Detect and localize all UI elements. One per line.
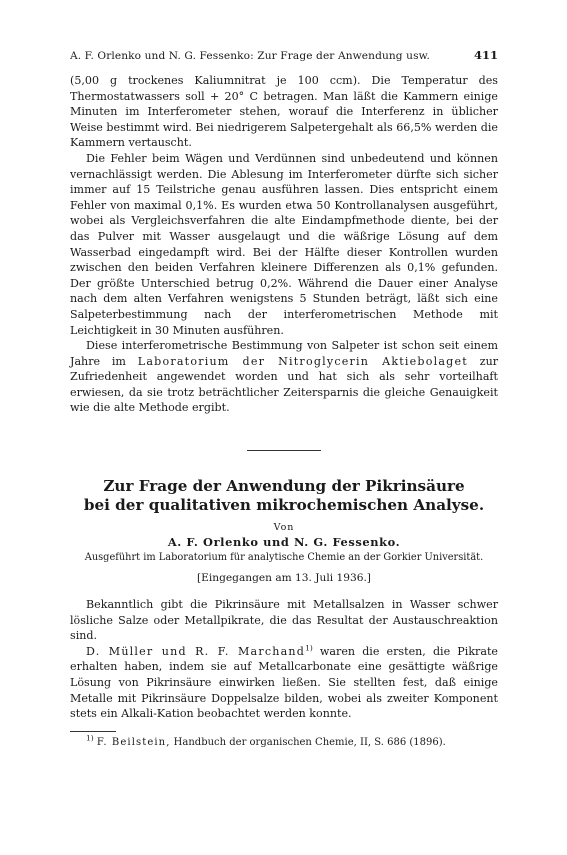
cited-authors: D. Müller und R. F. Marchand — [86, 644, 306, 658]
institute: Ausgeführt im Laboratorium für analytische Chemie an der Gorkier Universität. — [84, 552, 484, 564]
footnote-text: Handbuch der organischen Chemie, II, S. 686 (1896). — [170, 736, 446, 748]
company-name: Laboratorium der Nitroglycerin Aktiebolaget — [137, 354, 468, 368]
article-paragraph-2 — [70, 644, 498, 722]
running-title: A. F. Orlenko und N. G. Fessenko: Zur Frage der Anwendung usw. — [70, 50, 430, 62]
authors: A. F. Orlenko und N. G. Fessenko. — [167, 535, 401, 550]
paragraph-1: (5,00 g trockenes Kaliumnitrat je 100 ccm). Die Temperatur des Thermostatwassers soll + 20° C betragen. Man läßt die Kammern einige Minuten im Interferometer stehen, worauf die Interferenz in üblicher Weise bestimmt wird. Bei niedrigerem Salpetergehalt als 66,5% werden die Kammern vertauscht. — [70, 74, 498, 150]
page — [70, 48, 498, 750]
received-date: [Eingegangen am 13. Juli 1936.] — [197, 572, 371, 585]
footnote-ref: 1) — [305, 643, 313, 653]
title-line-1: Zur Frage der Anwendung der Pikrinsäure — [103, 477, 465, 496]
page-number: 411 — [473, 48, 498, 62]
article-paragraph-2-text: waren die ersten, die Pikrate erhalten haben, indem sie auf Metallcarbonate eine gesättigte wäßrige Lösung von Pikrinsäure einwirken ließen. Sie stellten fest, daß einige Metalle mit Pikrinsäure Doppelsalze bilden, wobei als zweiter Komponent stets ein Alkali-Kation beobachtet werden konnte. — [70, 644, 498, 721]
running-head — [70, 48, 498, 63]
previous-article-end — [70, 73, 498, 416]
section-divider — [247, 450, 321, 451]
by-line: Von — [273, 522, 295, 534]
footnote-author: F. Beilstein, — [96, 736, 171, 748]
title-line-2: bei der qualitativen mikrochemischen Analyse. — [83, 496, 485, 515]
new-article — [70, 477, 498, 722]
paragraph-3-end: zur Zufriedenheit angewendet worden und hat sich als sehr vorteilhaft erwiesen, da sie trotz beträchtlicher Zeitersparnis die gleiche Genauigkeit wie die alte Methode ergibt. — [70, 354, 499, 415]
footnote-rule — [70, 731, 116, 732]
paragraph-3-start: Diese interferometrische Bestimmung von Salpeter ist schon seit einem Jahre im — [70, 339, 498, 368]
paragraph-3 — [70, 338, 498, 416]
paragraph-2: Die Fehler beim Wägen und Verdünnen sind unbedeutend und können vernachlässigt werden. Die Ablesung im Interferometer dürfte sich sicher immer auf 15 Teilstriche genau ausführen lassen. Dies entspricht einem Fehler von maximal 0,1%. Es wurden etwa 50 Kontrollanalysen ausgeführt, wobei als Vergleichsverfahren die alte Eindampfmethode diente, bei der das Pulver mit Wasser ausgelaugt und die wäßrige Lösung auf dem Wasserbad eingedampft wird. Bei der Hälfte dieser Kontrollen wurden zwischen den beiden Verfahren kleinere Differenzen als 0,1% gefunden. Der größte Unterschied betrug 0,2%. Während die Dauer einer Analyse nach dem alten Verfahren wenigstens 5 Stunden beträgt, läßt sich eine Salpeterbestimmung nach der interferometrischen Methode mit Leichtigkeit in 30 Minuten ausführen. — [70, 151, 498, 337]
article-title — [70, 477, 498, 515]
footnote — [70, 733, 498, 750]
article-paragraph-1: Bekanntlich gibt die Pikrinsäure mit Metallsalzen in Wasser schwer lösliche Salze oder Metallpikrate, die das Resultat der Austauschreaktion sind. — [70, 598, 498, 643]
footnote-marker: 1) — [86, 733, 94, 743]
